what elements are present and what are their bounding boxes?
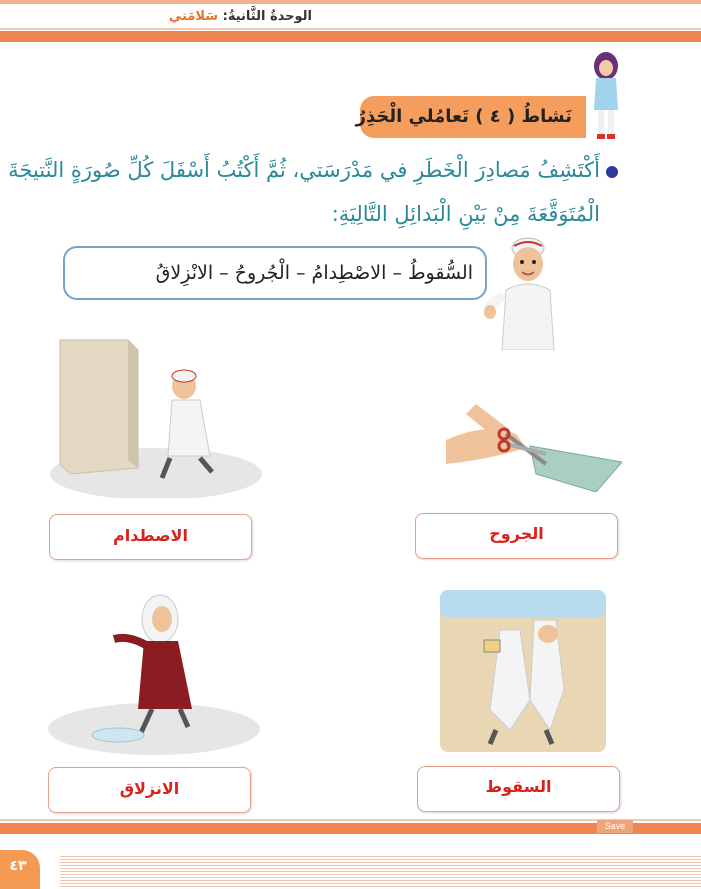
header-top-line: [0, 0, 701, 4]
bullet-icon: [606, 166, 618, 178]
slipping-image: [48, 585, 260, 755]
falling-image: [440, 590, 606, 752]
options-text: السُّقوطُ – الاصْطِدامُ – الْجُروحُ – الانْزِلاقُ: [155, 262, 473, 284]
instruction-line-1: أَكْتَشِفُ مَصادِرَ الْخَطَرِ في مَدْرَسَتي، ثُمَّ أَكْتُبُ أَسْفَلَ كُلِّ صُورَةٍ النَّتيجَةَ: [8, 158, 600, 182]
unit-label: الوحدةُ الثَّانيةُ:: [222, 9, 312, 24]
page-number: ٤٣: [9, 858, 27, 874]
girl-mascot-icon: [588, 50, 624, 142]
unit-title: [72, 9, 312, 29]
header-thin-line: [0, 28, 701, 30]
save-button[interactable]: Save: [597, 820, 633, 833]
answer-label-collision: الاصطدام: [113, 526, 188, 545]
answer-label-slipping: الانزلاق: [119, 779, 180, 798]
footer-band: [0, 823, 701, 834]
instruction-line-2: الْمُتَوَقَّعَةَ مِنْ بَيْنِ الْبَدائِلِ التَّالِيَةِ:: [331, 202, 600, 226]
unit-name: سَلامَتي: [168, 9, 219, 24]
activity-title: نَشاطُ ( ٤ ) تَعامُلي الْحَذِرُ: [355, 106, 572, 127]
footer-stripes: [60, 856, 701, 889]
answer-label-cuts: الجروح: [489, 524, 544, 543]
header-band: [0, 31, 701, 42]
footer-thin-line: [0, 819, 701, 821]
collision-image: [50, 338, 262, 498]
answer-label-falling: السقوط: [485, 777, 552, 796]
scissors-cut-image: [446, 404, 622, 492]
boy-presenter-icon: [484, 232, 568, 350]
